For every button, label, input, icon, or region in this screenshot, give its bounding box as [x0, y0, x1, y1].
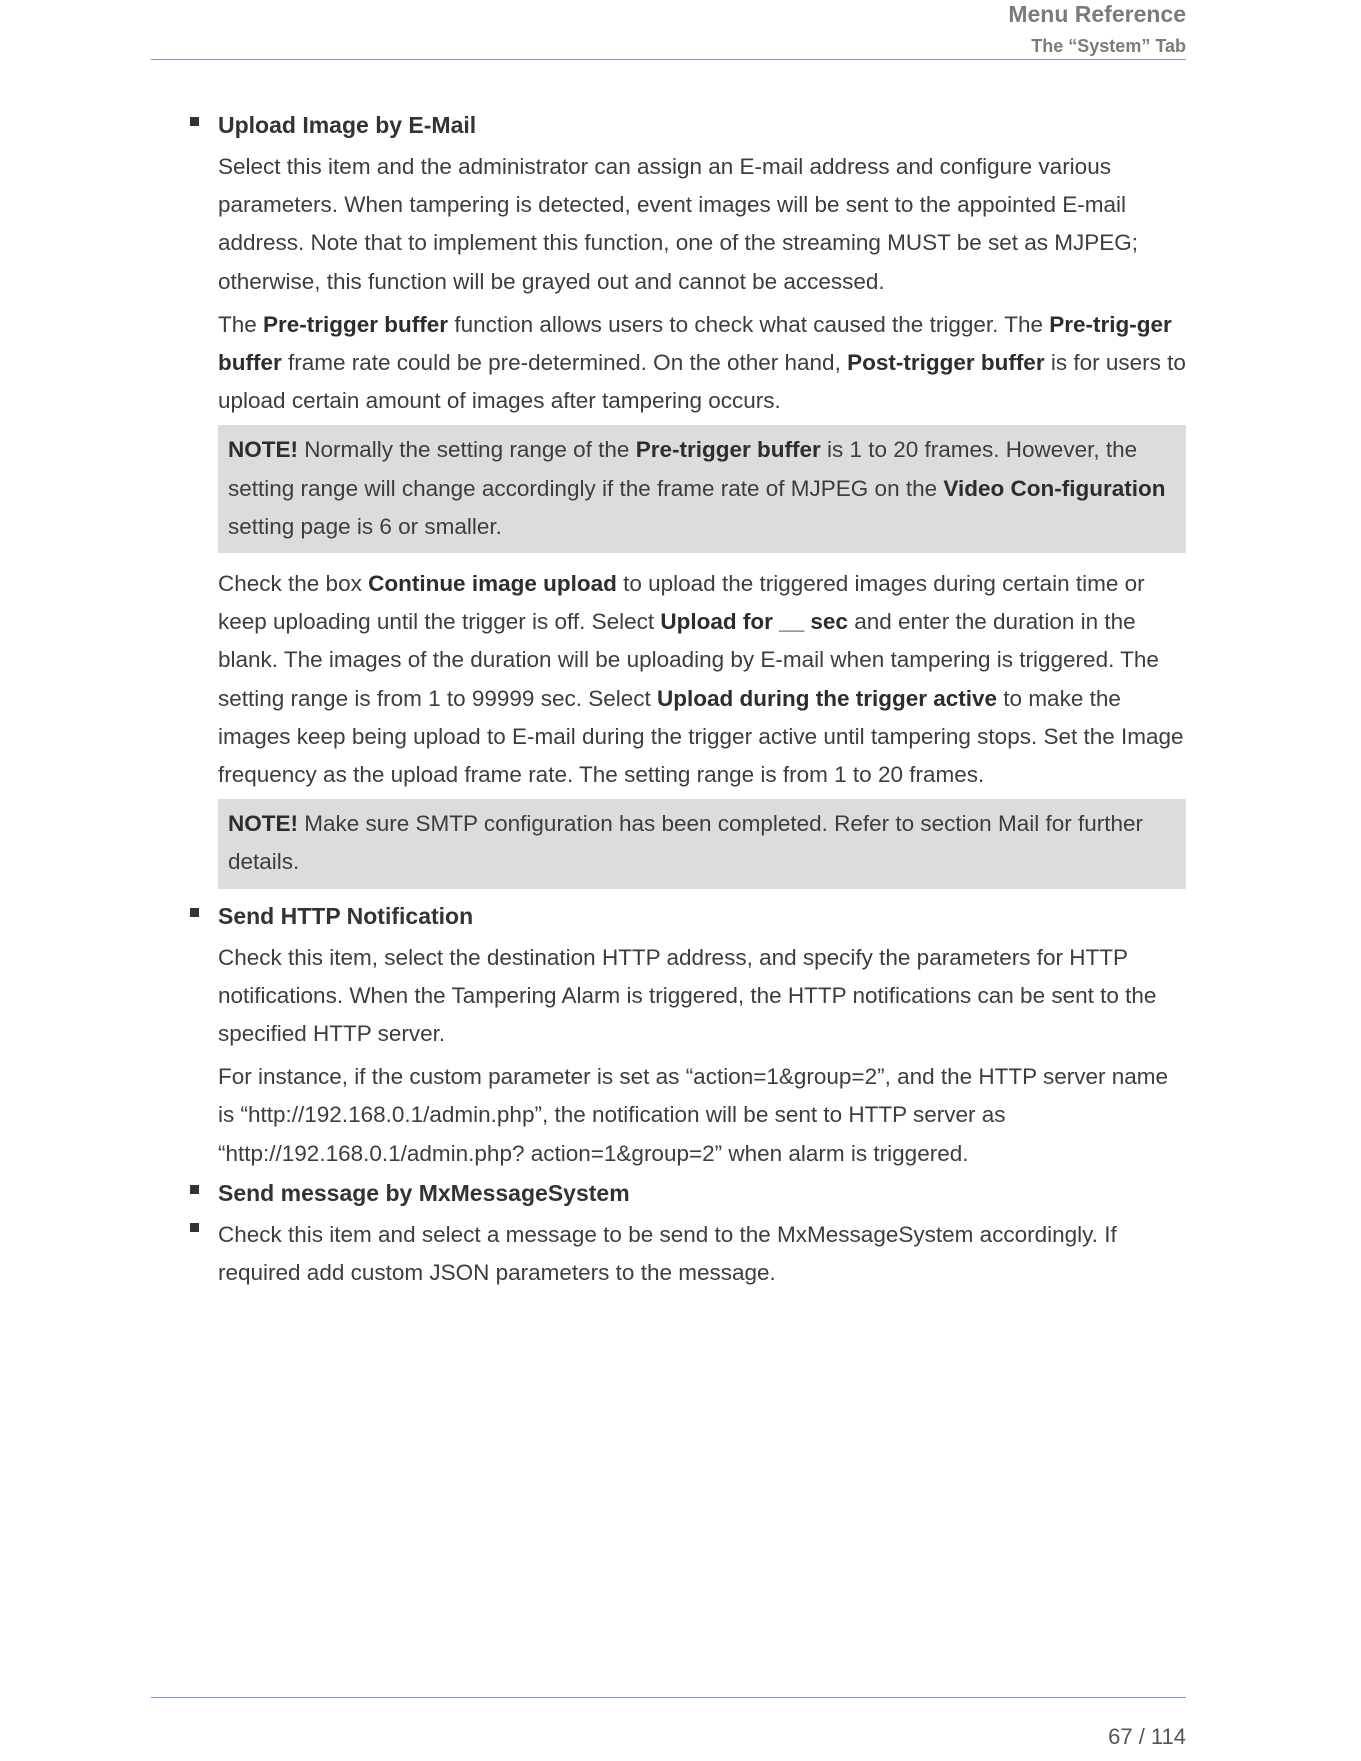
text-run: frame rate could be pre-determined. On the other hand,: [281, 350, 848, 376]
header-divider: [151, 59, 1186, 60]
section-mx-message: [187, 1178, 1186, 1208]
section-upload-email: [187, 110, 1186, 889]
list-item: [187, 1216, 1186, 1292]
bold-term: Upload during the trigger active: [657, 685, 998, 711]
note-box: [218, 425, 1186, 553]
header-subtitle: The “System” Tab: [1031, 36, 1186, 56]
paragraph: For instance, if the custom parameter is set as “action=1&group=2”, and the HTTP server name is “http://192.168.0.1/admin.php”, the notification will be sent to HTTP server as “http://192.168.0.1/admin.php? action=1&group=2” when alarm is triggered.: [218, 1064, 1169, 1166]
bold-term: Video Con-figuration: [943, 475, 1166, 501]
text-run: to make the images keep being upload to E-mail during the trigger active until tampering stops. Set the Image frequency as the upload frame rate. The setting range is from 1 to 20 frames.: [218, 685, 1184, 788]
page-content: [187, 110, 1186, 1292]
section-title: Send message by MxMessageSystem: [218, 1179, 630, 1206]
text-run: function allows users to check what caused the trigger. The: [448, 311, 1050, 337]
bold-term: Pre-trigger buffer: [635, 437, 821, 463]
header-title: Menu Reference: [1008, 1, 1186, 27]
bold-term: Pre-trigger buffer: [263, 311, 449, 337]
text-run: to upload the triggered images during certain time or keep uploading until the trigger is off. Select: [218, 571, 1145, 635]
note-label: NOTE!: [228, 437, 298, 463]
paragraph: [218, 565, 1186, 794]
note-box: [218, 799, 1186, 888]
text-run: setting page is 6 or smaller.: [228, 513, 502, 539]
bold-term: Continue image upload: [368, 571, 617, 597]
list-item-text: Check this item and select a message to be send to the MxMessageSystem accordingly. If required add custom JSON parameters to the message.: [218, 1221, 1117, 1286]
text-run: is 1 to 20 frames. However, the setting range will change accordingly if the frame rate of MJPEG on the: [228, 437, 1138, 501]
section-title: Send HTTP Notification: [218, 902, 474, 929]
bold-term: Post-trigger buffer: [847, 350, 1045, 376]
bold-term: Upload for __ sec: [660, 609, 848, 635]
text-run: and enter the duration in the blank. The images of the duration will be uploading by E-mail when tampering is triggered. The setting range is from 1 to 99999 sec. Select: [218, 609, 1159, 711]
section-http-notification: [187, 901, 1186, 1173]
text-run: Make sure SMTP configuration has been completed. Refer to section Mail for further details.: [228, 811, 1143, 875]
square-bullet-icon: [190, 117, 199, 126]
paragraph: Select this item and the administrator can assign an E-mail address and configure various parameters. When tampering is detected, event images will be sent to the appointed E-mail address. Note that to implement this function, one of the streaming MUST be set as MJPEG; otherwise, this function will be grayed out and cannot be accessed.: [218, 154, 1139, 294]
footer-divider: [151, 1697, 1186, 1698]
square-bullet-icon: [190, 1185, 199, 1194]
text-run: is for users to upload certain amount of images after tampering occurs.: [218, 350, 1186, 414]
text-run: Check the box: [218, 571, 369, 597]
bold-term: Pre-trig-ger buffer: [218, 311, 1172, 376]
note-label: NOTE!: [228, 811, 298, 837]
paragraph: [218, 306, 1186, 421]
square-bullet-icon: [190, 908, 199, 917]
square-bullet-icon: [190, 1223, 199, 1232]
section-title: Upload Image by E-Mail: [218, 112, 477, 138]
text-run: The: [218, 311, 264, 337]
page-number: 67 / 114: [1108, 1724, 1186, 1749]
paragraph: Check this item, select the destination HTTP address, and specify the parameters for HTTP notifications. When the Tampering Alarm is triggered, the HTTP notifications can be sent to the specified HTTP server.: [218, 944, 1157, 1047]
text-run: Normally the setting range of the: [298, 437, 636, 463]
